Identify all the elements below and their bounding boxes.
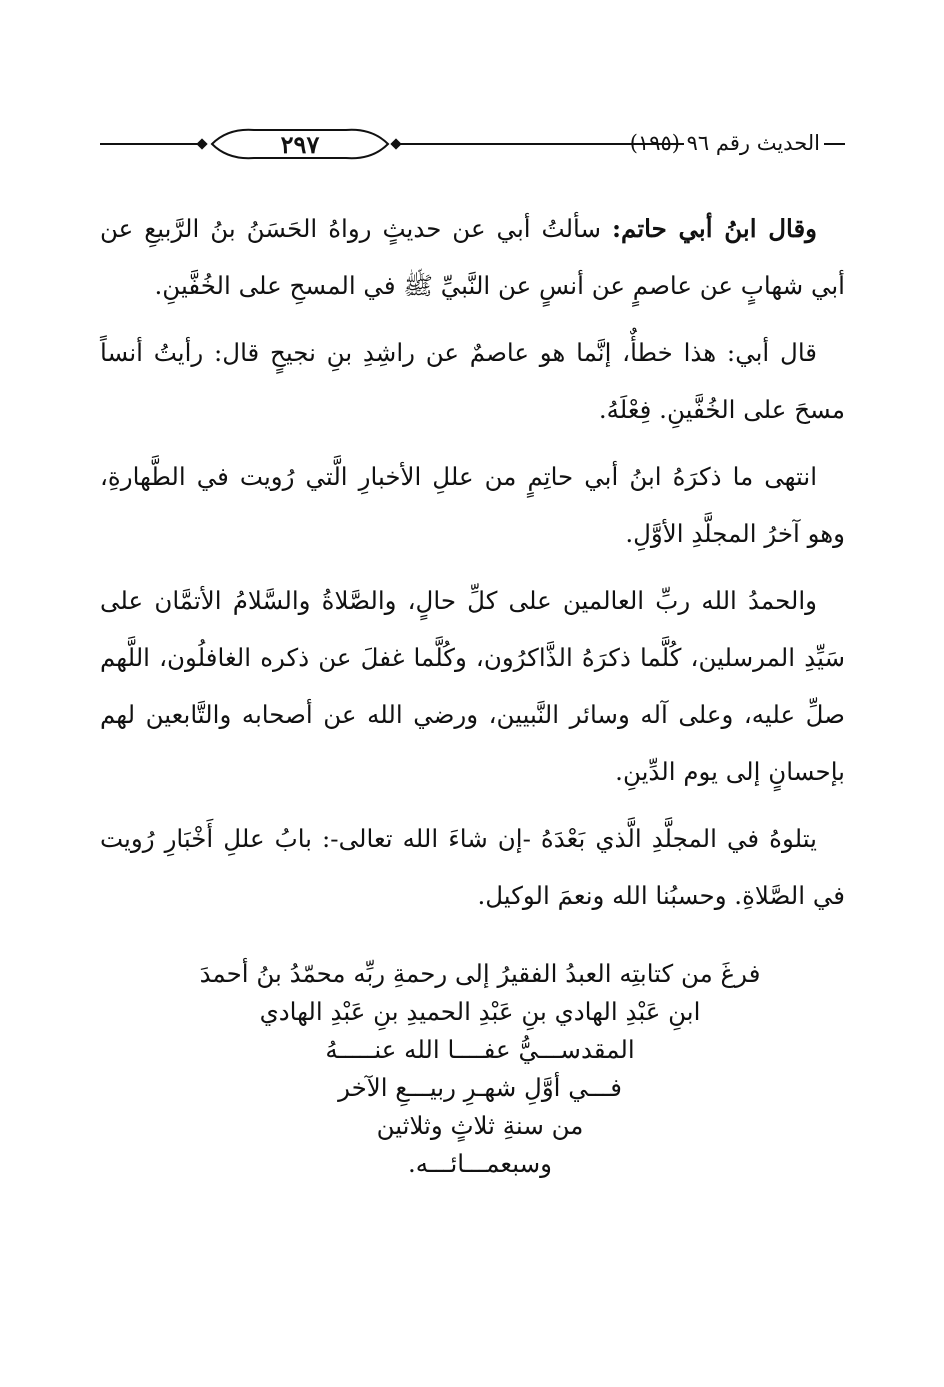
page-number-frame (208, 126, 392, 162)
colophon (190, 955, 770, 1183)
running-title: الحديث رقم ٩٦ (١٩٥) (629, 131, 820, 155)
paragraph-text: قال أبي: هذا خطأٌ، إنَّما هو عاصمٌ عن راشِدِ بنِ نجيحٍ قال: رأيتُ أنساً مسحَ على الخُفَّينِ. فِعْلَهُ. (100, 338, 845, 424)
paragraph-text: يتلوهُ في المجلَّدِ الَّذي بَعْدَهُ -إن شاءَ الله تعالى-: بابُ عللِ أَخْبَارِ رُويت في الصَّلاةِ. وحسبُنا الله ونعمَ الوكيل. (100, 824, 845, 910)
header-rule-right (824, 143, 845, 145)
colophon-line: من سنةِ ثلاثٍ وثلاثين (376, 1111, 584, 1140)
colophon-line: المقدســـيُّ عفــــا الله عنـــــهُ (325, 1035, 635, 1064)
paragraph (100, 572, 845, 800)
paragraph (100, 810, 845, 924)
paragraph-text: انتهى ما ذكرَهُ ابنُ أبي حاتِمٍ من عللِ الأخبارِ الَّتي رُويت في الطَّهارةِ، وهو آخرُ المجلَّدِ الأوَّلِ. (100, 462, 845, 548)
header-rule-left (100, 143, 200, 145)
paragraph (100, 448, 845, 562)
running-header (100, 126, 845, 162)
header-ornament-dot (196, 138, 207, 149)
colophon-line: فـــي أوَّلِ شهـرِ ربيـــعِ الآخر (338, 1073, 622, 1102)
colophon-line: فرغَ من كتابتِه العبدُ الفقيرُ إلى رحمةِ ربِّه محمّدُ بنُ أحمدَ (199, 959, 761, 988)
paragraph-text: سألتُ أبي عن حديثٍ رواهُ الحَسَنُ بنُ الرَّبيعِ عن أبي شهابٍ عن عاصمٍ عن أنسٍ عن النَّبيِّ ﷺ في المسحِ على الخُفَّينِ. (100, 214, 845, 300)
body-text (100, 200, 845, 934)
page-number: ٢٩٧ (280, 130, 320, 159)
paragraph (100, 324, 845, 438)
colophon-line: ابنِ عَبْدِ الهادي بنِ عَبْدِ الحميدِ بنِ عَبْدِ الهادي (259, 997, 701, 1026)
paragraph-text: والحمدُ الله ربِّ العالمين على كلِّ حالٍ، والصَّلاةُ والسَّلامُ الأتمَّان على سَيِّدِ المرسلين، كُلَّما ذكرَهُ الذَّاكرُون، وكُلَّما غفلَ عن ذكره الغافلُون، اللَّهم صلِّ عليه، وعلى آله وسائر النَّبيين، ورضي الله عن أصحابه والتَّابعين لهم بإحسانٍ إلى يوم الدِّينِ. (100, 586, 845, 786)
paragraph-lead: وقال ابنُ أبي حاتم: (612, 214, 818, 243)
paragraph (100, 200, 845, 314)
colophon-line: وسبعمـــائـــه. (407, 1149, 552, 1178)
